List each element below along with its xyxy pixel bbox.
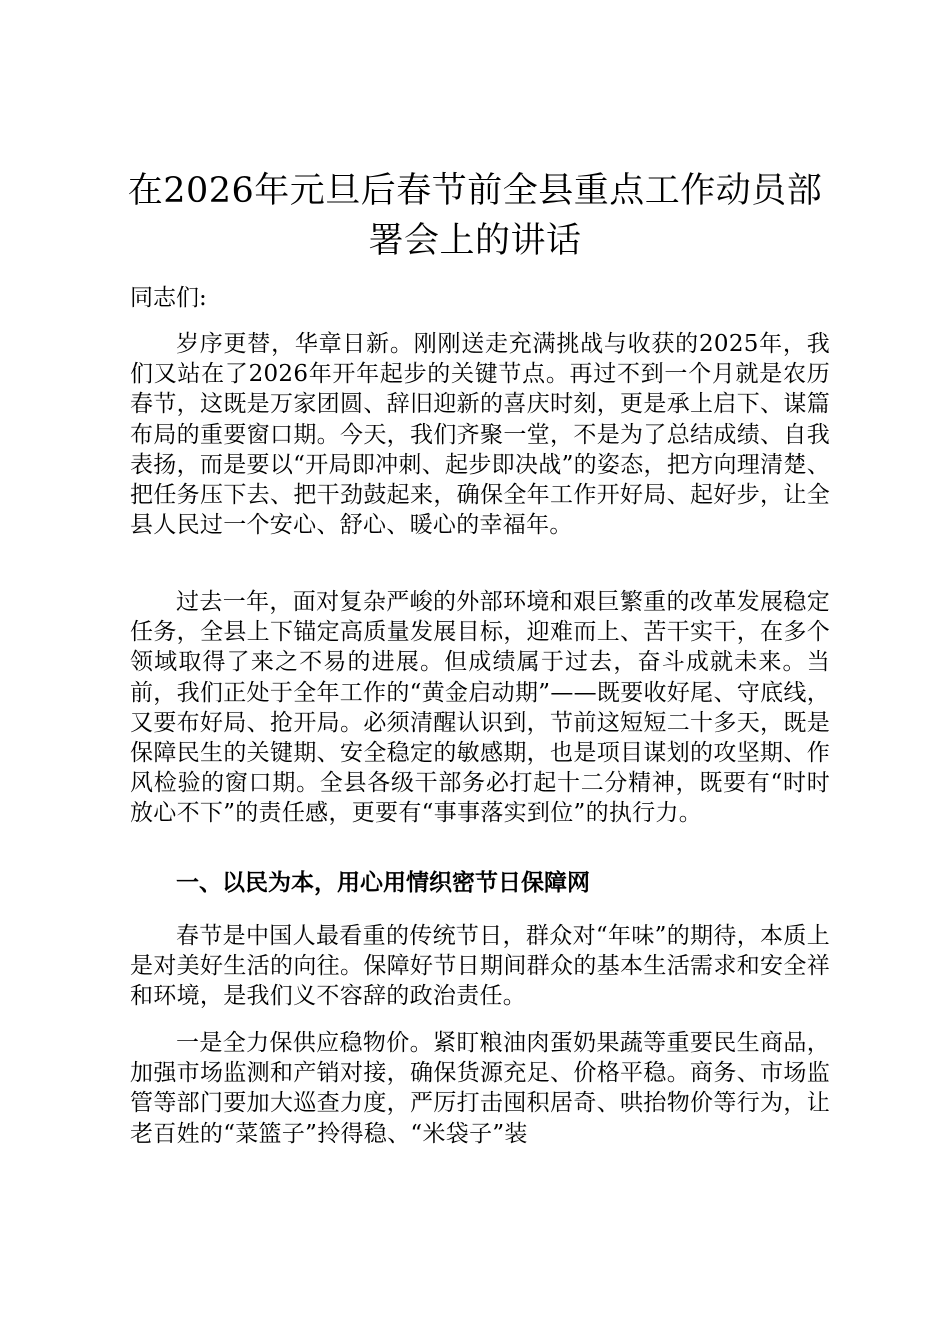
paragraph-section-intro: 春节是中国人最看重的传统节日，群众对“年味”的期待，本质上是对美好生活的向往。保障好节日期间群众的基本生活需求和安全祥和环境，是我们义不容辞的政治责任。 — [130, 923, 830, 1010]
paragraph-opening: 岁序更替，华章日新。刚刚送走充满挑战与收获的2025年，我们又站在了2026年开年起步的关键节点。再过不到一个月就是农历春节，这既是万家团圆、辞旧迎新的喜庆时刻，更是承上启下、谋篇布局的重要窗口期。今天，我们齐聚一堂，不是为了总结成绩、自我表扬，而是要以“开局即冲刺、起步即决战”的姿态，把方向理清楚、把任务压下去、把干劲鼓起来，确保全年工作开好局、起好步，让全县人民过一个安心、舒心、暖心的幸福年。 — [130, 331, 830, 539]
document-title: 在2026年元旦后春节前全县重点工作动员部署会上的讲话 — [127, 171, 823, 261]
section-heading: 一、以民为本，用心用情织密节日保障网 — [176, 870, 590, 896]
paragraph-supply-prices: 一是全力保供应稳物价。紧盯粮油肉蛋奶果蔬等重要民生商品，加强市场监测和产销对接，确保货源充足、价格平稳。商务、市场监管等部门要加大巡查力度，严厉打击囤积居奇、哄抬物价等行为，让老百姓的“菜篮子”拎得稳、“米袋子”装 — [130, 1030, 830, 1147]
salutation: 同志们: — [130, 285, 207, 311]
paragraph-review: 过去一年，面对复杂严峻的外部环境和艰巨繁重的改革发展稳定任务，全县上下锚定高质量发展目标，迎难而上、苦干实干，在多个领域取得了来之不易的进展。但成绩属于过去，奋斗成就未来。当前，我们正处于全年工作的“黄金启动期”——既要收好尾、守底线，又要布好局、抢开局。必须清醒认识到，节前这短短二十多天，既是保障民生的关键期、安全稳定的敏感期，也是项目谋划的攻坚期、作风检验的窗口期。全县各级干部务必打起十二分精神，既要有“时时放心不下”的责任感，更要有“事事落实到位”的执行力。 — [130, 589, 830, 827]
